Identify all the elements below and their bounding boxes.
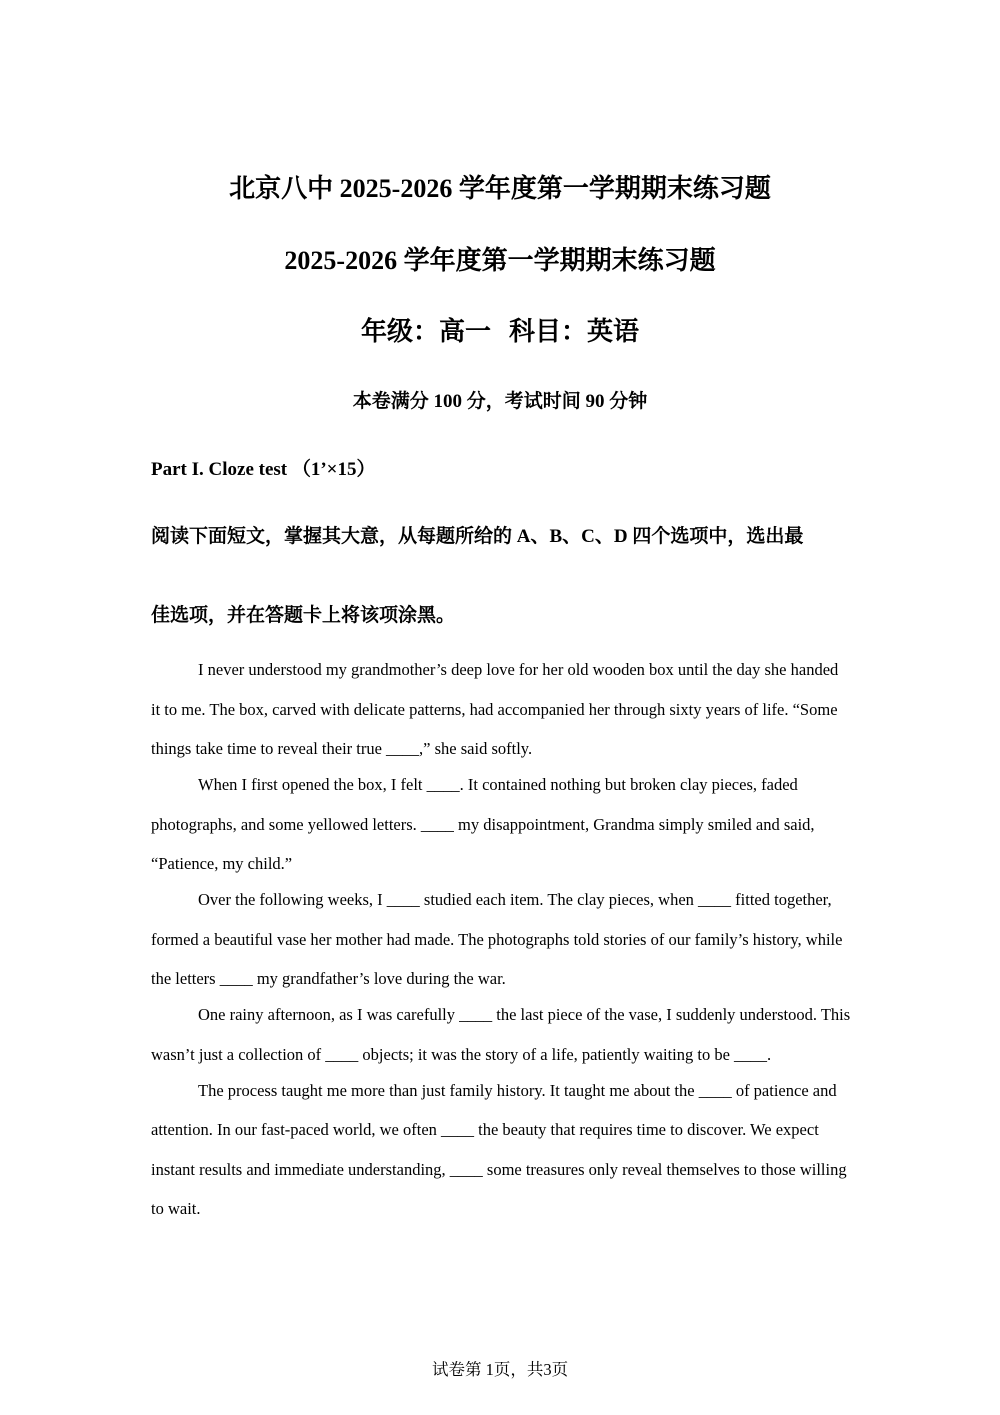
grade-subject: 年级：高一 科目：英语 — [360, 317, 640, 347]
passage-paragraph: The process taught me more than just family history. It taught me about the ____ of patience and attention. In our fast-paced world, we often ____ the beauty that requires time to discover. We expect instant results and immediate understanding, ____ some treasures only reveal themselves to those willing to wait. — [151, 1080, 847, 1218]
passage-paragraph: Over the following weeks, I ____ studied each item. The clay pieces, when ____ fitted together, formed a beautiful vase her mother had made. The photographs told stories of our family’s history, while the letters ____ my grandfather’s love during the war. — [151, 890, 843, 988]
exam-info: 本卷满分 100 分，考试时间 90 分钟 — [352, 391, 648, 412]
passage-paragraph: I never understood my grandmother’s deep love for her old wooden box until the day she handed it to me. The box, carved with delicate patterns, had accompanied her through sixty years of life. “Some things take time to reveal their true ____,” she said softly. — [151, 660, 839, 758]
section-heading: Part I. Cloze test （1’×15） — [151, 459, 376, 480]
passage-paragraph: When I first opened the box, I felt ____. It contained nothing but broken clay pieces, faded photographs, and some yellowed letters. ____ my disappointment, Grandma simply smiled and said, “Patience, my child.” — [151, 775, 815, 873]
exam-subtitle: 2025-2026 学年度第一学期期末练习题 — [284, 246, 716, 275]
instruction-line-1: 阅读下面短文，掌握其大意，从每题所给的 A、B、C、D 四个选项中，选出最 — [151, 526, 804, 547]
cloze-passage — [151, 650, 851, 1225]
passage-paragraph: One rainy afternoon, as I was carefully ____ the last piece of the vase, I suddenly understood. This wasn’t just a collection of ____ objects; it was the story of a life, patiently waiting to be ____. — [151, 1005, 851, 1064]
instruction-line-2: 佳选项，并在答题卡上将该项涂黑。 — [151, 605, 456, 626]
page-footer: 试卷第 1页，共3页 — [431, 1360, 569, 1379]
exam-title: 北京八中 2025-2026 学年度第一学期期末练习题 — [229, 174, 771, 203]
